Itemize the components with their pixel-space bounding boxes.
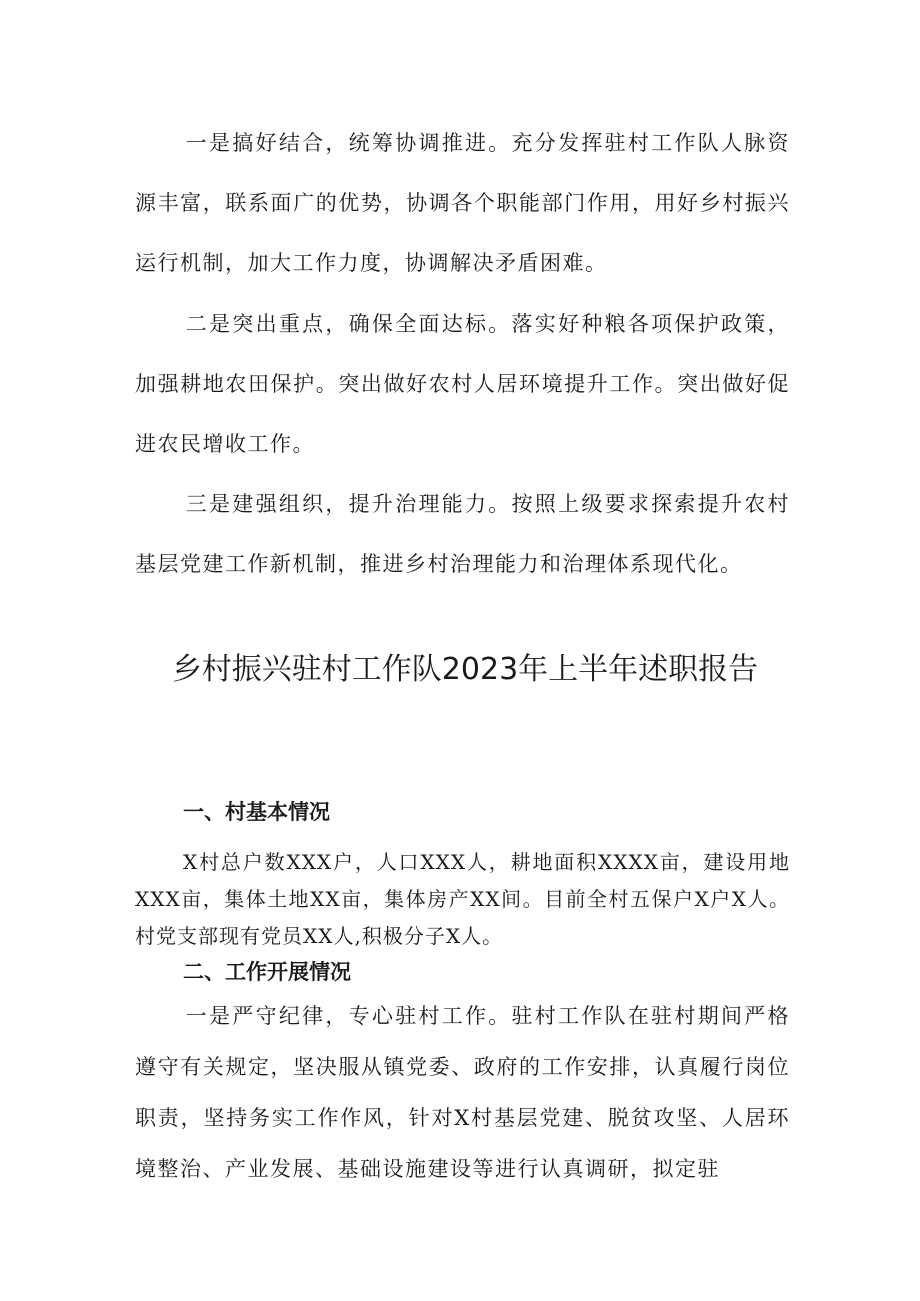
report-title: 乡村振兴驻村工作队2023年上半年述职报告: [171, 652, 759, 687]
paragraph-village-basics-text: X村总户数XXX户，人口XXX人，耕地面积XXXX亩，建设用地XXX亩，集体土地XX亩，集体房产XX间。目前全村五保户X户X人。村党支部现有党员XX人,积极分子X人。: [135, 850, 790, 948]
section-heading-work-progress: 二、工作开展情况: [183, 960, 351, 984]
paragraph-key-points-text: 二是突出重点，确保全面达标。落实好种粮各项保护政策，加强耕地农田保护。突出做好农村人居环境提升工作。突出做好促进农民增收工作。: [135, 312, 790, 456]
paragraph-organization: [135, 474, 790, 594]
section-heading-village-basics: 一、村基本情况: [183, 800, 330, 824]
paragraph-key-points: [135, 294, 790, 474]
paragraph-organization-text: 三是建强组织，提升治理能力。按照上级要求探索提升农村基层党建工作新机制，推进乡村治理能力和治理体系现代化。: [135, 492, 790, 576]
paragraph-work-progress: [135, 991, 790, 1195]
paragraph-work-progress-text: 一是严守纪律，专心驻村工作。驻村工作队在驻村期间严格遵守有关规定，坚决服从镇党委、政府的工作安排，认真履行岗位职责，坚持务实工作作风，针对X村基层党建、脱贫攻坚、人居环境整治、产业发展、基础设施建设等进行认真调研，拟定驻: [135, 1004, 790, 1181]
paragraph-village-basics: [135, 844, 790, 955]
paragraph-coordination: [135, 113, 790, 293]
paragraph-coordination-text: 一是搞好结合，统筹协调推进。充分发挥驻村工作队人脉资源丰富，联系面广的优势，协调各个职能部门作用，用好乡村振兴运行机制，加大工作力度，协调解决矛盾困难。: [135, 131, 790, 275]
